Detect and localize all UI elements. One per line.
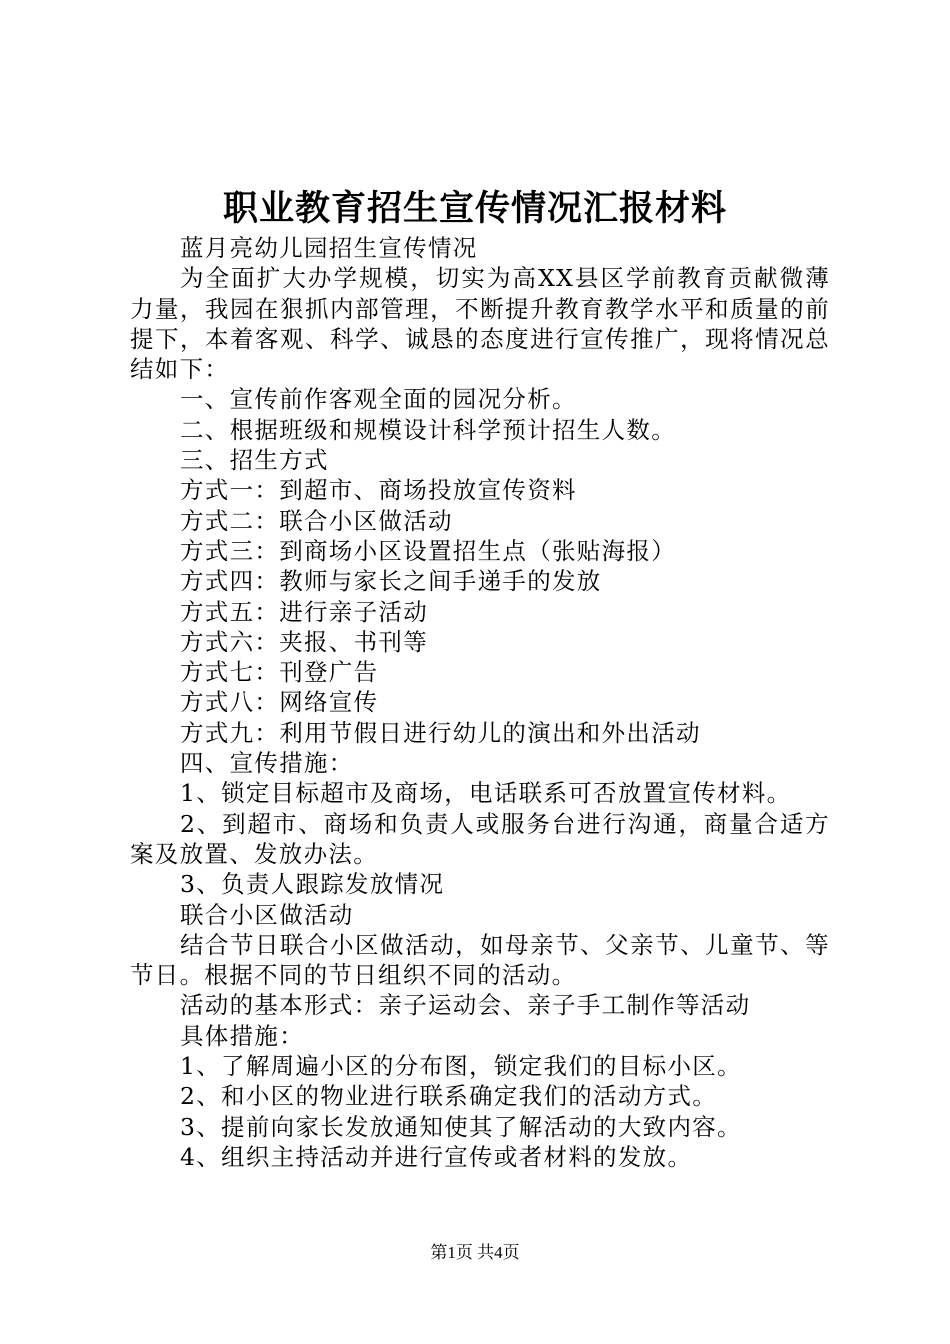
paragraph-intro: 为全面扩大办学规模，切实为高XX县区学前教育贡献微薄力量，我园在狠抓内部管理，不断提升教育教学水平和质量的前提下，本着客观、科学、诚恳的态度进行宣传推广，现将情况总结如下： [130, 264, 830, 384]
paragraph-measure-2: 2、到超市、商场和负责人或服务台进行沟通，商量合适方案及放置、发放办法。 [130, 809, 830, 868]
paragraph-section-1: 一、宣传前作客观全面的园况分析。 [180, 385, 577, 414]
paragraph-section-2: 二、根据班级和规模设计科学预计招生人数。 [180, 415, 676, 444]
paragraph-method-2: 方式二：联合小区做活动 [180, 506, 453, 535]
paragraph-specific-measures: 具体措施： [180, 1021, 304, 1050]
paragraph-section-4: 四、宣传措施： [180, 749, 354, 778]
paragraph-method-7: 方式七：刊登广告 [180, 658, 379, 687]
paragraph-method-9: 方式九：利用节假日进行幼儿的演出和外出活动 [180, 718, 701, 747]
paragraph-measure-3: 3、负责人跟踪发放情况 [180, 870, 445, 899]
document-body [130, 233, 830, 1172]
paragraph-section-3: 三、招生方式 [180, 446, 329, 475]
paragraph-step-4: 4、组织主持活动并进行宣传或者材料的发放。 [180, 1142, 693, 1171]
paragraph-measure-1: 1、锁定目标超市及商场，电话联系可否放置宣传材料。 [180, 779, 792, 808]
paragraph-method-4: 方式四：教师与家长之间手递手的发放 [180, 567, 602, 596]
paragraph-step-2: 2、和小区的物业进行联系确定我们的活动方式。 [180, 1082, 718, 1111]
paragraph-method-1: 方式一：到超市、商场投放宣传资料 [180, 476, 577, 505]
paragraph-method-6: 方式六：夹报、书刊等 [180, 627, 428, 656]
page-footer: 第1页 共4页 [430, 1243, 520, 1262]
document-title: 职业教育招生宣传情况汇报材料 [222, 188, 727, 229]
paragraph-subtitle: 蓝月亮幼儿园招生宣传情况 [180, 234, 478, 262]
paragraph-community-heading: 联合小区做活动 [180, 900, 354, 929]
paragraph-method-5: 方式五：进行亲子活动 [180, 597, 428, 626]
paragraph-method-8: 方式八：网络宣传 [180, 688, 379, 717]
paragraph-community-intro: 结合节日联合小区做活动，如母亲节、父亲节、儿童节、等节日。根据不同的节日组织不同的活动。 [130, 930, 830, 990]
paragraph-activity-forms: 活动的基本形式：亲子运动会、亲子手工制作等活动 [180, 991, 751, 1020]
paragraph-method-3: 方式三：到商场小区设置招生点（张贴海报） [180, 536, 676, 565]
paragraph-step-3: 3、提前向家长发放通知使其了解活动的大致内容。 [180, 1112, 742, 1141]
paragraph-step-1: 1、了解周遍小区的分布图，锁定我们的目标小区。 [180, 1052, 742, 1081]
